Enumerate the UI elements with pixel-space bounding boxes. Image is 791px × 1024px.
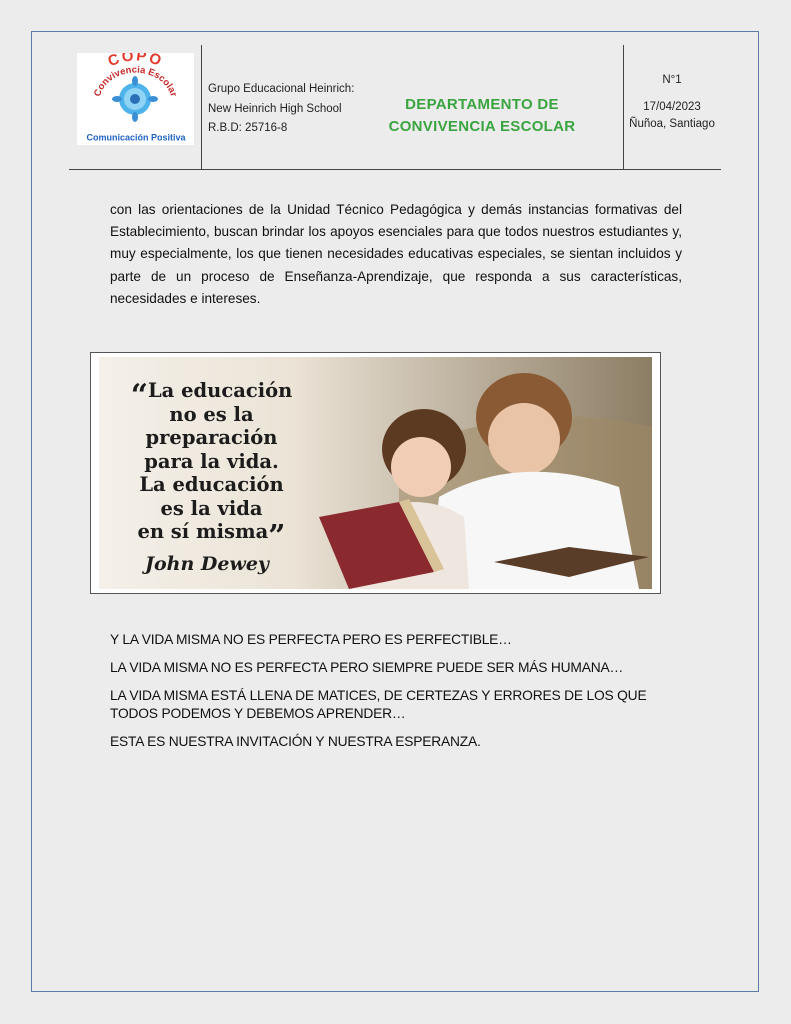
school-group: Grupo Educacional Heinrich: <box>208 83 355 95</box>
quote-image <box>99 357 652 589</box>
header-rule <box>69 169 721 170</box>
closing-line: LA VIDA MISMA ESTÁ LLENA DE MATICES, DE CERTEZAS Y ERRORES DE LOS QUE TODOS PODEMOS Y DEBEMOS APRENDER… <box>110 688 647 721</box>
school-name: New Heinrich High School <box>208 102 342 115</box>
document-number: N°1 <box>662 74 682 86</box>
department-title-line-2: CONVIVENCIA ESCOLAR <box>388 118 576 135</box>
document-meta <box>624 72 720 133</box>
department-title-line-1: DEPARTAMENTO DE <box>405 96 559 113</box>
school-rbd: R.B.D: 25716-8 <box>208 122 288 134</box>
logo-caption: Comunicación Positiva <box>86 132 186 143</box>
document-date: 17/04/2023 <box>643 101 701 113</box>
quote-line: La educación <box>139 473 284 496</box>
school-info <box>208 80 354 139</box>
logo-flower-icon <box>112 76 158 122</box>
closing-lines <box>110 631 685 761</box>
closing-line: LA VIDA MISMA NO ES PERFECTA PERO SIEMPRE PUEDE SER MÁS HUMANA… <box>110 660 624 675</box>
school-logo <box>77 53 194 145</box>
quote-close-mark: ” <box>268 519 286 554</box>
quote-line: es la vida <box>160 496 263 520</box>
quote-open-mark: “ <box>130 378 148 413</box>
document-location: Ñuñoa, Santiago <box>629 118 715 130</box>
quote-text <box>109 378 314 554</box>
header-divider-left <box>201 45 202 169</box>
body-paragraph: con las orientaciones de la Unidad Técnico Pedagógica y demás instancias formativas del Establecimiento, buscan brindar los apoyos esenciales para que todos nuestros estudiantes y, muy especialmente, los que tienen necesidades educativas especiales, se sientan incluidos y parte de un proceso de Enseñanza-Aprendizaje, que responda a sus características, necesidades e intereses. <box>110 202 682 306</box>
quote-line: preparación <box>145 426 278 449</box>
quote-line: en sí misma <box>137 520 269 543</box>
quote-line: La educación <box>147 379 293 402</box>
quote-line: para la vida. <box>144 449 279 473</box>
department-title <box>364 94 600 138</box>
quote-author: John Dewey <box>145 553 269 575</box>
logo-arc-text: COPO <box>105 53 166 71</box>
closing-line: Y LA VIDA MISMA NO ES PERFECTA PERO ES PERFECTIBLE… <box>110 632 512 647</box>
closing-line: ESTA ES NUESTRA INVITACIÓN Y NUESTRA ESPERANZA. <box>110 734 481 749</box>
quote-line: no es la <box>169 402 254 426</box>
logo-ring-text: Convivencia Escolar <box>92 64 179 99</box>
